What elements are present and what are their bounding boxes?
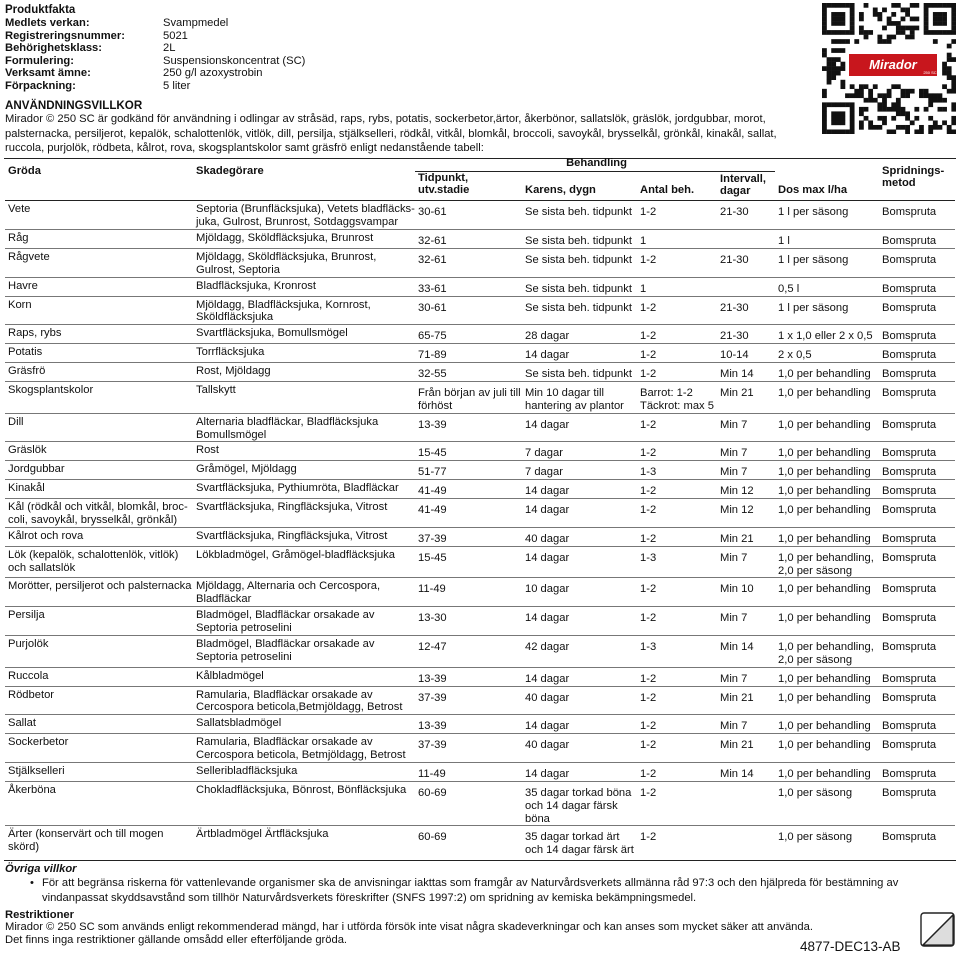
cell-timing: 15-45	[415, 442, 522, 461]
cell-phi: 14 dagar	[522, 715, 637, 734]
table-row	[5, 381, 955, 413]
cell-interval: Min 7	[717, 442, 775, 461]
fact-value: 5 liter	[163, 79, 191, 92]
cell-phi: 40 dagar	[522, 734, 637, 763]
table-row	[5, 296, 955, 325]
cell-count: 1-2	[637, 499, 717, 528]
cell-interval: Min 21	[717, 734, 775, 763]
cell-timing: 13-39	[415, 413, 522, 442]
cell-timing: 13-30	[415, 607, 522, 636]
cell-phi: Se sista beh. tidpunkt	[522, 296, 637, 325]
fact-label: Behörighetsklass:	[5, 42, 102, 55]
header-treatment: Behandling	[415, 157, 775, 171]
cell-crop: Korn	[5, 296, 193, 325]
cell-pest: Mjöldagg, Sköldfläcksjuka, Brunrost	[193, 230, 415, 249]
cell-method: Bomspruta	[879, 344, 955, 363]
fact-row	[5, 55, 405, 68]
cell-dose: 1,0 per behandling	[775, 686, 879, 715]
header-dose: Dos max l/ha	[778, 184, 848, 197]
cell-crop: Raps, rybs	[5, 325, 193, 344]
header-pest: Skadegörare	[196, 165, 264, 177]
cell-interval: Min 7	[717, 667, 775, 686]
fact-label: Verksamt ämne:	[5, 67, 91, 80]
cell-phi: 7 dagar	[522, 442, 637, 461]
cell-phi: 14 dagar	[522, 762, 637, 781]
cell-dose: 1 l per säsong	[775, 248, 879, 277]
fact-label: Registreringsnummer:	[5, 29, 125, 42]
cell-pest: Chokladfläcksjuka, Bönrost, Bönfläcksjuka	[193, 781, 415, 826]
cell-timing: 13-39	[415, 667, 522, 686]
cell-phi: 14 dagar	[522, 607, 637, 636]
cell-pest: Septoria (Brunfläcksjuka), Vetets bladfläcks-juka, Gulrost, Brunrost, Sotdaggsvampar	[193, 201, 415, 230]
cell-method: Bomspruta	[879, 715, 955, 734]
table-row	[5, 248, 955, 277]
cell-timing: 71-89	[415, 344, 522, 363]
cell-timing: 12-47	[415, 635, 522, 667]
cell-crop: Råg	[5, 230, 193, 249]
cell-phi: Se sista beh. tidpunkt	[522, 248, 637, 277]
brand-logo-subtext: 250 SC	[923, 70, 937, 75]
cell-timing: 30-61	[415, 201, 522, 230]
cell-phi: Se sista beh. tidpunkt	[522, 363, 637, 382]
cell-interval: Min 21	[717, 527, 775, 546]
cell-dose: 1,0 per säsong	[775, 826, 879, 857]
cell-pest: Bladmögel, Bladfläckar orsakade av Septoria petroselini	[193, 635, 415, 667]
table-row	[5, 667, 955, 686]
cell-phi: 14 dagar	[522, 344, 637, 363]
cell-crop: Stjälkselleri	[5, 762, 193, 781]
cell-count: 1-3	[637, 546, 717, 578]
cell-crop: Skogsplantskolor	[5, 381, 193, 413]
cell-pest: Torrfläcksjuka	[193, 344, 415, 363]
cell-crop: Kål (rödkål och vitkål, blomkål, broc-coli, savoykål, brysselkål, grönkål)	[5, 499, 193, 528]
fact-value: 5021	[163, 29, 188, 42]
cell-phi: 14 dagar	[522, 480, 637, 499]
brand-logo-text: Mirador	[869, 57, 917, 72]
cell-interval: Min 14	[717, 762, 775, 781]
cell-timing: 33-61	[415, 277, 522, 296]
cell-interval: Min 7	[717, 546, 775, 578]
cell-pest: Lökbladmögel, Gråmögel-bladfläcksjuka	[193, 546, 415, 578]
cell-count: 1-2	[637, 781, 717, 826]
cell-method: Bomspruta	[879, 546, 955, 578]
cell-dose: 1,0 per behandling	[775, 480, 879, 499]
cell-pest: Gråmögel, Mjöldagg	[193, 461, 415, 480]
cell-method: Bomspruta	[879, 607, 955, 636]
table-row	[5, 230, 955, 249]
cell-count: 1-2	[637, 826, 717, 857]
cell-dose: 2 x 0,5	[775, 344, 879, 363]
cell-phi: 35 dagar torkad ärt och 14 dagar färsk ärt	[522, 826, 637, 857]
cell-crop: Vete	[5, 201, 193, 230]
cell-method: Bomspruta	[879, 686, 955, 715]
table-row	[5, 480, 955, 499]
cell-crop: Kinakål	[5, 480, 193, 499]
cell-dose: 1,0 per behandling	[775, 607, 879, 636]
cell-phi: 28 dagar	[522, 325, 637, 344]
cell-phi: Se sista beh. tidpunkt	[522, 277, 637, 296]
cell-count: 1-2	[637, 296, 717, 325]
restrictions-heading: Restriktioner	[5, 909, 75, 921]
cell-crop: Persilja	[5, 607, 193, 636]
cell-pest: Svartfläcksjuka, Pythiumröta, Bladfläckar	[193, 480, 415, 499]
cell-method: Bomspruta	[879, 248, 955, 277]
cell-crop: Ärter (konservärt och till mogen skörd)	[5, 826, 193, 857]
cell-dose: 1,0 per behandling	[775, 715, 879, 734]
cell-dose: 1,0 per säsong	[775, 781, 879, 826]
cell-method: Bomspruta	[879, 381, 955, 413]
cell-interval: Min 21	[717, 381, 775, 413]
cell-method: Bomspruta	[879, 781, 955, 826]
qr-code-graphic	[822, 3, 956, 134]
cell-crop: Jordgubbar	[5, 461, 193, 480]
cell-timing: 32-61	[415, 248, 522, 277]
table-row	[5, 715, 955, 734]
cell-interval: Min 7	[717, 413, 775, 442]
cell-dose: 1,0 per behandling, 2,0 per säsong	[775, 546, 879, 578]
cell-interval: Min 14	[717, 635, 775, 667]
product-facts-list	[5, 17, 405, 92]
cell-pest: Svartfläcksjuka, Bomullsmögel	[193, 325, 415, 344]
header-crop: Gröda	[8, 165, 41, 177]
cell-pest: Selleribladfläcksjuka	[193, 762, 415, 781]
cell-dose: 1,0 per behandling	[775, 734, 879, 763]
cell-timing: 37-39	[415, 686, 522, 715]
cell-timing: 65-75	[415, 325, 522, 344]
cell-crop: Havre	[5, 277, 193, 296]
cell-phi: 14 dagar	[522, 546, 637, 578]
cell-phi: 40 dagar	[522, 527, 637, 546]
fact-value: Svampmedel	[163, 17, 229, 30]
cell-timing: 30-61	[415, 296, 522, 325]
usage-table	[5, 157, 955, 857]
cell-count: 1	[637, 277, 717, 296]
cell-timing: 32-55	[415, 363, 522, 382]
cell-timing: 32-61	[415, 230, 522, 249]
conditions-heading: ANVÄNDNINGSVILLKOR	[5, 99, 143, 112]
cell-method: Bomspruta	[879, 667, 955, 686]
cell-dose: 1,0 per behandling	[775, 461, 879, 480]
fact-value: 2L	[163, 42, 176, 55]
product-facts-title: Produktfakta	[5, 4, 76, 16]
cell-timing: 37-39	[415, 527, 522, 546]
table-row	[5, 442, 955, 461]
cell-count: 1-2	[637, 527, 717, 546]
cell-count: 1-2	[637, 578, 717, 607]
cell-interval: Min 10	[717, 578, 775, 607]
cell-dose: 1,0 per behandling	[775, 442, 879, 461]
cell-dose: 1 l	[775, 230, 879, 249]
table-row	[5, 499, 955, 528]
cell-count: 1-2	[637, 734, 717, 763]
cell-crop: Gräslök	[5, 442, 193, 461]
cell-phi: 40 dagar	[522, 686, 637, 715]
cell-timing: 37-39	[415, 734, 522, 763]
conditions-text: Mirador © 250 SC är godkänd för användning i odlingar av stråsäd, raps, rybs, potatis, sockerbetor,ärtor, åkerbönor, sallatslök, gräslök, jordgubbar, morot, palsternacka, persiljerot, kepalök, schalottenlök, vitlök, dill, persilja, stjälkselleri, rödkål, vitkål, blomkål, broccoli, savoykål, brysselkål, grönkål, kinakål, sallat, ruccola, purjolök, rödbeta, kålrot, rova, skogsplantskolor samt gräsfrö enligt nedanstående tabell:	[5, 113, 777, 155]
cell-crop: Lök (kepalök, schalottenlök, vitlök) och sallatslök	[5, 546, 193, 578]
cell-interval	[717, 781, 775, 826]
cell-method: Bomspruta	[879, 499, 955, 528]
cell-pest: Bladmögel, Bladfläckar orsakade av Septoria petroselini	[193, 607, 415, 636]
cell-crop: Purjolök	[5, 635, 193, 667]
cell-dose: 1 l per säsong	[775, 201, 879, 230]
cell-count: 1-2	[637, 248, 717, 277]
cell-count: 1	[637, 230, 717, 249]
header-interval: Intervall, dagar	[720, 172, 767, 197]
table-row	[5, 201, 955, 230]
cell-dose: 1 x 1,0 eller 2 x 0,5	[775, 325, 879, 344]
table-row	[5, 781, 955, 826]
cell-phi: 14 dagar	[522, 413, 637, 442]
cell-crop: Gräsfrö	[5, 363, 193, 382]
table-row	[5, 826, 955, 857]
table-row	[5, 686, 955, 715]
qr-code	[822, 3, 956, 134]
cell-method: Bomspruta	[879, 461, 955, 480]
cell-phi: 7 dagar	[522, 461, 637, 480]
cell-interval: Min 7	[717, 461, 775, 480]
fact-label: Förpackning:	[5, 79, 76, 92]
cell-count: 1-2	[637, 363, 717, 382]
cell-phi: Se sista beh. tidpunkt	[522, 201, 637, 230]
product-facts	[5, 4, 405, 92]
cell-interval: Min 14	[717, 363, 775, 382]
cell-pest: Rost	[193, 442, 415, 461]
table-row	[5, 527, 955, 546]
cell-phi: 14 dagar	[522, 499, 637, 528]
cell-pest: Sallatsbladmögel	[193, 715, 415, 734]
cell-dose: 1,0 per behandling	[775, 363, 879, 382]
cell-method: Bomspruta	[879, 480, 955, 499]
fact-label: Medlets verkan:	[5, 17, 90, 30]
cell-timing: 15-45	[415, 546, 522, 578]
cell-dose: 1,0 per behandling, 2,0 per säsong	[775, 635, 879, 667]
cell-interval: 21-30	[717, 325, 775, 344]
cell-timing: 11-49	[415, 578, 522, 607]
cell-method: Bomspruta	[879, 413, 955, 442]
cell-count: 1-2	[637, 686, 717, 715]
cell-count: 1-2	[637, 715, 717, 734]
cell-interval: Min 7	[717, 607, 775, 636]
other-conditions-item: • För att begränsa riskerna för vattenlevande organismer ska de anvisningar iakttas som framgår av Naturvårdsverkets allmänna råd 97:3 och den hjälpreda för bestämning av vindanpassat skyddsavstånd som tillhör Naturvårdsverkets föreskrifter (SNFS 1997:2) om spridning av kemiska bekämpningsmedel.	[30, 876, 935, 905]
cell-dose: 1 l per säsong	[775, 296, 879, 325]
cell-method: Bomspruta	[879, 527, 955, 546]
cell-phi: 10 dagar	[522, 578, 637, 607]
cell-pest: Mjöldagg, Alternaria och Cercospora, Bladfläckar	[193, 578, 415, 607]
cell-crop: Ruccola	[5, 667, 193, 686]
table-row	[5, 363, 955, 382]
cell-method: Bomspruta	[879, 578, 955, 607]
cell-dose: 1,0 per behandling	[775, 667, 879, 686]
fact-row	[5, 30, 405, 43]
cell-timing: 60-69	[415, 826, 522, 857]
header-count: Antal beh.	[640, 184, 695, 197]
cell-method: Bomspruta	[879, 277, 955, 296]
cell-phi: Min 10 dagar till hantering av plantor	[522, 381, 637, 413]
cell-timing: 13-39	[415, 715, 522, 734]
usage-table-body	[5, 201, 955, 857]
table-row	[5, 635, 955, 667]
restrictions-line-2: Det finns inga restriktioner gällande omsådd eller efterföljande gröda.	[5, 934, 348, 947]
cell-phi: 14 dagar	[522, 667, 637, 686]
cell-phi: 35 dagar torkad böna och 14 dagar färsk böna	[522, 781, 637, 826]
cell-count: 1-2	[637, 607, 717, 636]
restrictions-text	[5, 921, 835, 948]
cell-pest: Alternaria bladfläckar, Bladfläcksjuka Bomullsmögel	[193, 413, 415, 442]
other-conditions-list	[30, 876, 935, 905]
restrictions-line-1: Mirador © 250 SC som används enligt rekommenderad mängd, har i utförda försök inte visat några skadeverkningar och kan anses som mycket säker att använda.	[5, 921, 813, 933]
table-row	[5, 578, 955, 607]
fact-row	[5, 67, 405, 80]
cell-interval	[717, 230, 775, 249]
cell-timing: 51-77	[415, 461, 522, 480]
cell-crop: Dill	[5, 413, 193, 442]
cell-pest: Tallskytt	[193, 381, 415, 413]
page-corner-icon	[920, 912, 955, 947]
cell-timing: 41-49	[415, 480, 522, 499]
cell-pest: Svartfläcksjuka, Ringfläcksjuka, Vitrost	[193, 527, 415, 546]
cell-dose: 1,0 per behandling	[775, 527, 879, 546]
cell-crop: Åkerböna	[5, 781, 193, 826]
header-method: Spridningsmetod	[882, 165, 945, 190]
cell-pest: Mjöldagg, Sköldfläcksjuka, Brunrost, Gulrost, Septoria	[193, 248, 415, 277]
fact-value: 250 g/l azoxystrobin	[163, 67, 263, 80]
fact-row	[5, 17, 405, 30]
cell-count: 1-2	[637, 667, 717, 686]
cell-count: 1-2	[637, 201, 717, 230]
cell-count: Barrot: 1-2 Täckrot: max 5	[637, 381, 717, 413]
cell-count: 1-2	[637, 325, 717, 344]
cell-interval: 21-30	[717, 296, 775, 325]
cell-count: 1-3	[637, 461, 717, 480]
cell-dose: 1,0 per behandling	[775, 499, 879, 528]
cell-count: 1-2	[637, 344, 717, 363]
cell-pest: Bladfläcksjuka, Kronrost	[193, 277, 415, 296]
cell-crop: Rödbetor	[5, 686, 193, 715]
cell-dose: 0,5 l	[775, 277, 879, 296]
table-row	[5, 325, 955, 344]
cell-interval: 21-30	[717, 201, 775, 230]
cell-pest: Ramularia, Bladfläckar orsakade av Cercospora beticola, Betmjöldagg, Betrost	[193, 734, 415, 763]
cell-dose: 1,0 per behandling	[775, 578, 879, 607]
table-row	[5, 344, 955, 363]
cell-pest: Ärtbladmögel Ärtfläcksjuka	[193, 826, 415, 857]
cell-crop: Morötter, persiljerot och palsternacka	[5, 578, 193, 607]
cell-crop: Sallat	[5, 715, 193, 734]
table-row	[5, 461, 955, 480]
table-row	[5, 734, 955, 763]
cell-interval: Min 12	[717, 480, 775, 499]
cell-timing: Från början av juli till förhöst	[415, 381, 522, 413]
cell-interval: Min 7	[717, 715, 775, 734]
cell-phi: Se sista beh. tidpunkt	[522, 230, 637, 249]
cell-interval: Min 21	[717, 686, 775, 715]
cell-timing: 41-49	[415, 499, 522, 528]
cell-crop: Kålrot och rova	[5, 527, 193, 546]
cell-crop: Rågvete	[5, 248, 193, 277]
cell-pest: Rost, Mjöldagg	[193, 363, 415, 382]
cell-method: Bomspruta	[879, 442, 955, 461]
cell-count: 1-2	[637, 413, 717, 442]
cell-pest: Ramularia, Bladfläckar orsakade av Cercospora beticola,Betmjöldagg, Betrost	[193, 686, 415, 715]
table-row	[5, 277, 955, 296]
cell-crop: Potatis	[5, 344, 193, 363]
table-row	[5, 546, 955, 578]
cell-method: Bomspruta	[879, 201, 955, 230]
fact-value: Suspensionskoncentrat (SC)	[163, 54, 306, 67]
cell-method: Bomspruta	[879, 325, 955, 344]
cell-dose: 1,0 per behandling	[775, 381, 879, 413]
fact-label: Formulering:	[5, 54, 74, 67]
cell-method: Bomspruta	[879, 635, 955, 667]
cell-method: Bomspruta	[879, 826, 955, 857]
cell-interval	[717, 826, 775, 857]
cell-dose: 1,0 per behandling	[775, 762, 879, 781]
header-timing: Tidpunkt, utv.stadie	[418, 171, 470, 197]
cell-pest: Mjöldagg, Bladfläcksjuka, Kornrost, Sköldfläcksjuka	[193, 296, 415, 325]
cell-interval: 21-30	[717, 248, 775, 277]
fact-row	[5, 42, 405, 55]
table-row	[5, 762, 955, 781]
other-conditions-heading: Övriga villkor	[5, 863, 77, 875]
cell-method: Bomspruta	[879, 296, 955, 325]
cell-count: 1-3	[637, 635, 717, 667]
table-row	[5, 413, 955, 442]
cell-method: Bomspruta	[879, 230, 955, 249]
document-code: 4877-DEC13-AB	[800, 939, 901, 954]
cell-pest: Kålbladmögel	[193, 667, 415, 686]
cell-count: 1-2	[637, 762, 717, 781]
cell-crop: Sockerbetor	[5, 734, 193, 763]
cell-timing: 11-49	[415, 762, 522, 781]
table-row	[5, 607, 955, 636]
cell-count: 1-2	[637, 442, 717, 461]
cell-method: Bomspruta	[879, 734, 955, 763]
fact-row	[5, 80, 405, 93]
cell-dose: 1,0 per behandling	[775, 413, 879, 442]
header-phi: Karens, dygn	[525, 184, 596, 197]
cell-method: Bomspruta	[879, 762, 955, 781]
cell-timing: 60-69	[415, 781, 522, 826]
cell-phi: 42 dagar	[522, 635, 637, 667]
cell-count: 1-2	[637, 480, 717, 499]
cell-method: Bomspruta	[879, 363, 955, 382]
cell-pest: Svartfläcksjuka, Ringfläcksjuka, Vitrost	[193, 499, 415, 528]
cell-interval: Min 12	[717, 499, 775, 528]
cell-interval: 10-14	[717, 344, 775, 363]
cell-interval	[717, 277, 775, 296]
table-bottom-rule	[4, 860, 956, 861]
